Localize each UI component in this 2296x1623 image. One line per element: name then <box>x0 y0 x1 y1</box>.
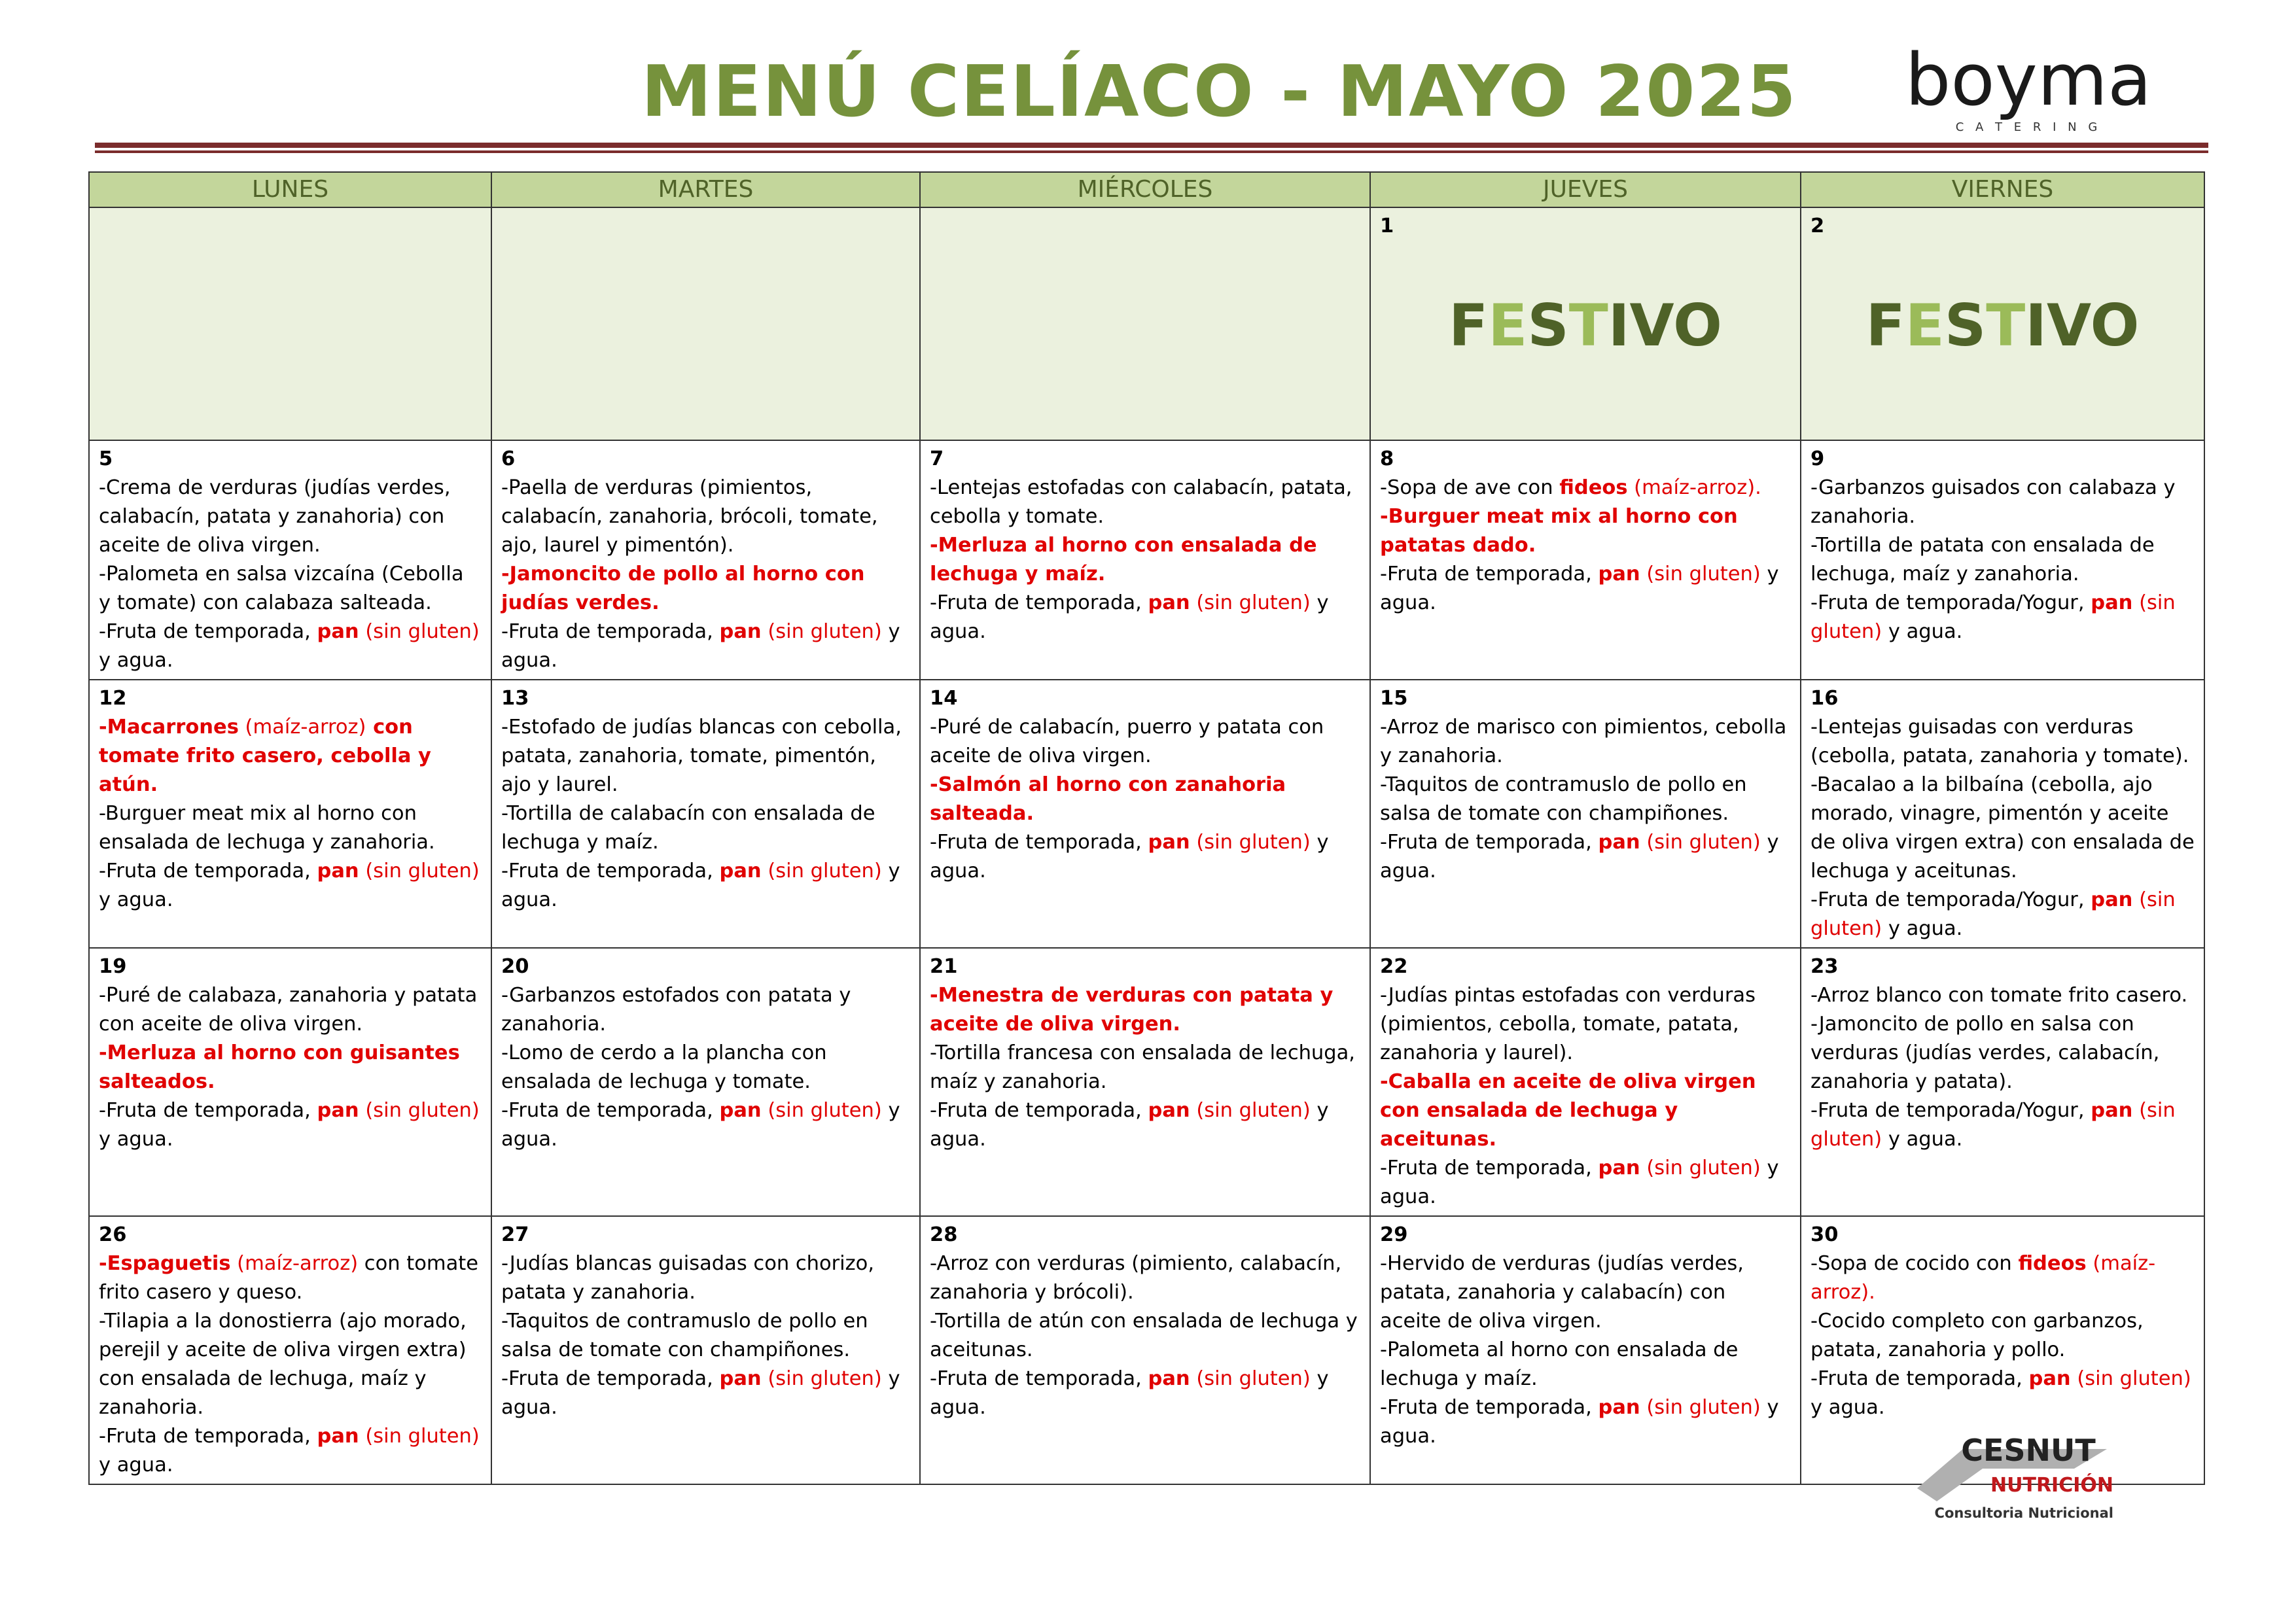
header-rule-thin <box>95 150 2208 153</box>
weekday-header: LUNES <box>89 172 491 207</box>
week-row <box>89 948 2204 1216</box>
dish-text: -Puré de calabaza, zanahoria y patata con aceite de oliva virgen. <box>99 984 478 1036</box>
menu-dish <box>930 1039 1360 1096</box>
dish-text: pan <box>719 860 762 882</box>
menu-dish <box>1810 713 2195 771</box>
menu-dish <box>1810 981 2195 1010</box>
menu-dish <box>1380 1249 1791 1336</box>
menu-calendar <box>88 171 2205 1485</box>
dish-text: -Burguer meat mix al horno con patatas dado. <box>1380 505 1738 557</box>
menu-dish <box>930 531 1360 589</box>
menu-dish <box>1810 531 2195 589</box>
menu-dish <box>1380 828 1791 886</box>
dish-text: -Merluza al horno con guisantes salteados. <box>99 1041 460 1093</box>
brand-tagline: C A T E R I N G <box>1955 120 2102 134</box>
week-row <box>89 680 2204 948</box>
menu-dish <box>501 1365 910 1422</box>
festivo-letter: E <box>1488 292 1528 359</box>
menu-dish <box>99 799 482 857</box>
dish-text: y agua. <box>501 1367 900 1419</box>
dish-text: -Fruta de temporada, <box>99 1099 317 1122</box>
menu-dish <box>501 981 910 1039</box>
dish-text: pan <box>2028 1367 2071 1390</box>
dish-text: y agua. <box>501 1099 900 1151</box>
brand-name: boyma <box>1905 46 2152 122</box>
boyma-logo <box>1884 46 2172 137</box>
festivo-letter: I <box>1608 292 1630 359</box>
festivo-letter: V <box>2047 292 2091 359</box>
dish-text: -Garbanzos guisados con calabaza y zanahoria. <box>1810 476 2176 528</box>
dish-text: -Salmón al horno con zanahoria salteada. <box>930 773 1286 825</box>
day-cell <box>1801 948 2204 1216</box>
festivo-letter: F <box>1449 292 1489 359</box>
dish-text: pan <box>317 1425 359 1448</box>
dish-text: (sin gluten) <box>359 1099 480 1122</box>
dish-text: -Fruta de temporada, <box>930 831 1148 854</box>
weekday-header: VIERNES <box>1801 172 2204 207</box>
day-cell <box>491 948 920 1216</box>
dish-text: -Fruta de temporada, <box>930 1099 1148 1122</box>
day-cell <box>1370 680 1801 948</box>
day-cell <box>89 440 491 680</box>
dish-text: (sin gluten) <box>1640 563 1761 585</box>
day-cell <box>1370 440 1801 680</box>
day-cell <box>920 680 1370 948</box>
weekday-header-row <box>89 172 2204 207</box>
dish-text: -Fruta de temporada, <box>1810 1367 2029 1390</box>
dish-text: (sin gluten) <box>1810 888 2176 940</box>
menu-dish <box>1380 474 1791 502</box>
menu-dish <box>930 474 1360 531</box>
dish-text: -Puré de calabacín, puerro y patata con aceite de oliva virgen. <box>930 716 1324 767</box>
menu-dish <box>501 1249 910 1307</box>
dish-text: -Arroz con verduras (pimiento, calabacín, zanahoria y brócoli). <box>930 1252 1342 1304</box>
day-number: 19 <box>99 955 127 978</box>
day-number: 14 <box>930 687 958 710</box>
dish-text: (sin gluten) <box>1810 1099 2176 1151</box>
dish-text: -Palometa en salsa vizcaína (Cebolla y tomate) con calabaza salteada. <box>99 563 464 614</box>
dish-text: (sin gluten) <box>761 1099 882 1122</box>
dish-text: -Taquitos de contramuslo de pollo en salsa de tomate con champiñones. <box>501 1310 868 1361</box>
dish-text: y agua. <box>99 649 173 672</box>
dish-text: (sin gluten) <box>1640 831 1761 854</box>
dish-text: -Jamoncito de pollo al horno con judías verdes. <box>501 563 865 614</box>
menu-dish <box>1810 1096 2195 1154</box>
cesnut-line2: NUTRICIÓN <box>1990 1474 2113 1497</box>
week-row <box>89 440 2204 680</box>
dish-text: pan <box>719 1099 762 1122</box>
dish-text: pan <box>719 620 762 643</box>
menu-dish <box>501 799 910 857</box>
festivo-letter: F <box>1865 292 1905 359</box>
dish-text: -Lentejas estofadas con calabacín, patata, cebolla y tomate. <box>930 476 1352 528</box>
dish-text: -Tortilla de atún con ensalada de lechuga y aceitunas. <box>930 1310 1358 1361</box>
menu-dish <box>99 1039 482 1096</box>
dish-text: y agua. <box>1380 563 1779 614</box>
dish-text: -Fruta de temporada, <box>501 1367 720 1390</box>
festivo-letter: I <box>2025 292 2047 359</box>
dish-text: pan <box>2091 888 2133 911</box>
dish-text: -Fruta de temporada, <box>501 620 720 643</box>
dish-text: pan <box>719 1367 762 1390</box>
day-number: 9 <box>1810 447 1825 470</box>
dish-text: (sin gluten) <box>359 620 480 643</box>
dish-text: (sin gluten) <box>761 860 882 882</box>
weekday-header: MIÉRCOLES <box>920 172 1370 207</box>
week-row <box>89 207 2204 440</box>
dish-text: (maíz-arroz) <box>238 716 366 739</box>
dish-text: (sin gluten) <box>761 1367 882 1390</box>
dish-text: (sin gluten) <box>1190 1367 1311 1390</box>
menu-dish <box>99 560 482 618</box>
dish-text: pan <box>1598 563 1640 585</box>
day-cell <box>491 680 920 948</box>
menu-dish <box>1810 886 2195 943</box>
dish-text: pan <box>1598 1157 1640 1179</box>
menu-dish <box>1380 1336 1791 1393</box>
menu-dish <box>1380 1393 1791 1451</box>
festivo-letter: T <box>1568 292 1608 359</box>
dish-text: y agua. <box>930 1367 1329 1419</box>
dish-text: -Tortilla de calabacín con ensalada de lechuga y maíz. <box>501 802 875 854</box>
festivo-letter: E <box>1905 292 1945 359</box>
day-number: 28 <box>930 1223 958 1246</box>
dish-text: -Bacalao a la bilbaína (cebolla, ajo morado, vinagre, pimentón y aceite de oliva virgen extra) con ensalada de lechuga y aceitunas. <box>1810 773 2195 882</box>
menu-dish <box>1380 981 1791 1068</box>
dish-text: -Sopa de ave con <box>1380 476 1560 499</box>
dish-text: pan <box>1148 1099 1190 1122</box>
menu-dish <box>1380 713 1791 771</box>
festivo-letter: S <box>1944 292 1987 359</box>
day-number: 12 <box>99 687 127 710</box>
dish-text: -Garbanzos estofados con patata y zanahoria. <box>501 984 851 1036</box>
dish-text: -Tilapia a la donostierra (ajo morado, perejil y aceite de oliva virgen extra) con ensalada de lechuga, maíz y zanahoria. <box>99 1310 467 1419</box>
menu-dish <box>930 1307 1360 1365</box>
menu-dish <box>99 1096 482 1154</box>
dish-text: -Burguer meat mix al horno con ensalada de lechuga y zanahoria. <box>99 802 435 854</box>
dish-text: (sin gluten) <box>1190 831 1311 854</box>
dish-text: (maíz-arroz). <box>1627 476 1761 499</box>
dish-text: pan <box>2091 591 2133 614</box>
day-cell <box>1801 680 2204 948</box>
menu-dish <box>930 589 1360 646</box>
dish-text: y agua. <box>930 831 1329 882</box>
menu-dish <box>1810 1365 2195 1422</box>
day-number: 26 <box>99 1223 127 1246</box>
menu-dish <box>501 560 910 618</box>
day-number: 16 <box>1810 687 1839 710</box>
day-cell <box>491 1216 920 1484</box>
dish-text: (maíz-arroz) <box>230 1252 359 1275</box>
day-number: 22 <box>1380 955 1408 978</box>
day-number: 15 <box>1380 687 1408 710</box>
dish-text: -Judías blancas guisadas con chorizo, patata y zanahoria. <box>501 1252 875 1304</box>
dish-text: -Jamoncito de pollo en salsa con verduras (judías verdes, calabacín, zanahoria y patata). <box>1810 1013 2160 1093</box>
menu-dish <box>501 1096 910 1154</box>
dish-text: fideos <box>2018 1252 2087 1275</box>
dish-text: y agua. <box>930 591 1329 643</box>
menu-dish <box>501 1307 910 1365</box>
dish-text: -Hervido de verduras (judías verdes, patata, zanahoria y calabacín) con aceite de oliva virgen. <box>1380 1252 1744 1333</box>
dish-text: -Fruta de temporada/Yogur, <box>1810 591 2091 614</box>
day-number: 5 <box>99 447 113 470</box>
menu-dish <box>930 828 1360 886</box>
day-cell <box>920 948 1370 1216</box>
dish-text: con tomate frito casero y queso. <box>99 1252 479 1304</box>
dish-text: y agua. <box>1882 620 1963 643</box>
menu-dish <box>99 981 482 1039</box>
dish-text: (sin gluten) <box>359 1425 480 1448</box>
day-number: 13 <box>501 687 529 710</box>
dish-text: -Espaguetis <box>99 1252 231 1275</box>
dish-text: y agua. <box>1380 1157 1779 1208</box>
day-number: 30 <box>1810 1223 1839 1246</box>
dish-text: -Estofado de judías blancas con cebolla, patata, zanahoria, tomate, pimentón, ajo y laurel. <box>501 716 902 796</box>
festivo-letter: O <box>1673 292 1722 359</box>
dish-text: (sin gluten) <box>359 860 480 882</box>
menu-dish <box>501 474 910 560</box>
dish-text: -Tortilla francesa con ensalada de lechuga, maíz y zanahoria. <box>930 1041 1356 1093</box>
cesnut-logo <box>1911 1429 2133 1527</box>
weekday-header: JUEVES <box>1370 172 1801 207</box>
dish-text: -Macarrones <box>99 716 239 739</box>
dish-text: pan <box>317 860 359 882</box>
dish-text: (sin gluten) <box>2070 1367 2191 1390</box>
day-number: 23 <box>1810 955 1839 978</box>
dish-text: pan <box>317 620 359 643</box>
day-cell <box>920 440 1370 680</box>
dish-text: -Lentejas guisadas con verduras (cebolla, patata, zanahoria y tomate). <box>1810 716 2189 767</box>
dish-text: -Fruta de temporada/Yogur, <box>1810 1099 2091 1122</box>
menu-dish <box>930 981 1360 1039</box>
dish-text: y agua. <box>99 1128 173 1151</box>
dish-text: y agua. <box>1380 831 1779 882</box>
menu-dish <box>930 1365 1360 1422</box>
dish-text: -Arroz blanco con tomate frito casero. <box>1810 984 2188 1007</box>
day-number: 27 <box>501 1223 529 1246</box>
dish-text: -Fruta de temporada/Yogur, <box>1810 888 2091 911</box>
dish-text: -Fruta de temporada, <box>1380 563 1598 585</box>
dish-text: (sin gluten) <box>1190 591 1311 614</box>
dish-text: -Fruta de temporada, <box>1380 1396 1598 1419</box>
dish-text: y agua. <box>1810 1396 1885 1419</box>
dish-text: con tomate frito casero, cebolla y atún. <box>99 716 431 796</box>
dish-text: (maíz-arroz). <box>1810 1252 2156 1304</box>
dish-text: y agua. <box>99 1454 173 1476</box>
festivo-letter: V <box>1629 292 1674 359</box>
menu-dish <box>930 1249 1360 1307</box>
menu-dish <box>1810 474 2195 531</box>
menu-dish <box>930 1096 1360 1154</box>
day-cell <box>1801 207 2204 440</box>
page-title: MENÚ CELÍACO - MAYO 2025 <box>641 51 1797 133</box>
header-rule <box>95 143 2208 148</box>
dish-text: (sin gluten) <box>1640 1157 1761 1179</box>
menu-dish <box>99 618 482 675</box>
menu-dish <box>99 857 482 915</box>
menu-dish <box>501 857 910 915</box>
dish-text: pan <box>1148 831 1190 854</box>
festivo-label <box>1810 293 2195 358</box>
menu-dish <box>1380 560 1791 618</box>
menu-dish <box>99 713 482 799</box>
festivo-label <box>1380 293 1791 358</box>
dish-text: y agua. <box>930 1099 1329 1151</box>
dish-text: y agua. <box>501 620 900 672</box>
menu-dish <box>99 1422 482 1480</box>
dish-text: y agua. <box>1882 1128 1963 1151</box>
dish-text: y agua. <box>1882 917 1963 940</box>
dish-text: -Tortilla de patata con ensalada de lechuga, maíz y zanahoria. <box>1810 534 2155 585</box>
menu-dish <box>930 713 1360 771</box>
festivo-letter: O <box>2090 292 2140 359</box>
dish-text: pan <box>1148 591 1190 614</box>
menu-dish <box>930 771 1360 828</box>
dish-text: pan <box>1148 1367 1190 1390</box>
dish-text: -Merluza al horno con ensalada de lechuga y maíz. <box>930 534 1317 585</box>
dish-text: y agua. <box>99 888 173 911</box>
menu-dish <box>99 474 482 560</box>
dish-text: -Fruta de temporada, <box>1380 1157 1598 1179</box>
festivo-letter: T <box>1986 292 2026 359</box>
day-cell <box>89 207 491 440</box>
dish-text: -Fruta de temporada, <box>930 591 1148 614</box>
dish-text: -Fruta de temporada, <box>1380 831 1598 854</box>
dish-text: -Paella de verduras (pimientos, calabacín, zanahoria, brócoli, tomate, ajo, laurel y pimentón). <box>501 476 878 557</box>
day-cell <box>920 1216 1370 1484</box>
week-row <box>89 1216 2204 1484</box>
menu-dish <box>1810 1010 2195 1096</box>
day-cell <box>491 207 920 440</box>
day-number: 2 <box>1810 215 1825 237</box>
dish-text: -Lomo de cerdo a la plancha con ensalada de lechuga y tomate. <box>501 1041 827 1093</box>
menu-dish <box>1810 1249 2195 1307</box>
cesnut-name: CESNUT <box>1961 1433 2096 1468</box>
dish-text: -Fruta de temporada, <box>99 1425 317 1448</box>
day-number: 29 <box>1380 1223 1408 1246</box>
dish-text: -Judías pintas estofadas con verduras (pimientos, cebolla, tomate, patata, zanahoria y laurel). <box>1380 984 1756 1064</box>
dish-text: -Fruta de temporada, <box>501 1099 720 1122</box>
day-number: 7 <box>930 447 944 470</box>
day-number: 21 <box>930 955 958 978</box>
day-number: 8 <box>1380 447 1394 470</box>
dish-text: -Fruta de temporada, <box>501 860 720 882</box>
menu-dish <box>1380 1154 1791 1212</box>
menu-dish <box>501 618 910 675</box>
menu-dish <box>1380 1068 1791 1154</box>
dish-text: -Fruta de temporada, <box>99 860 317 882</box>
dish-text: pan <box>1598 831 1640 854</box>
dish-text: -Sopa de cocido con <box>1810 1252 2019 1275</box>
dish-text: -Fruta de temporada, <box>930 1367 1148 1390</box>
dish-text: (sin gluten) <box>1640 1396 1761 1419</box>
dish-text: -Menestra de verduras con patata y aceite de oliva virgen. <box>930 984 1333 1036</box>
menu-dish <box>501 1039 910 1096</box>
dish-text: pan <box>2091 1099 2133 1122</box>
dish-text: y agua. <box>501 860 900 911</box>
day-cell <box>1370 948 1801 1216</box>
day-number: 6 <box>501 447 516 470</box>
dish-text: -Caballa en aceite de oliva virgen con ensalada de lechuga y aceitunas. <box>1380 1070 1756 1151</box>
dish-text: -Taquitos de contramuslo de pollo en salsa de tomate con champiñones. <box>1380 773 1747 825</box>
day-cell <box>1370 1216 1801 1484</box>
day-cell <box>1370 207 1801 440</box>
day-cell <box>89 1216 491 1484</box>
day-cell <box>89 680 491 948</box>
menu-dish <box>1810 1307 2195 1365</box>
day-number: 1 <box>1380 215 1394 237</box>
day-number: 20 <box>501 955 529 978</box>
weekday-header: MARTES <box>491 172 920 207</box>
dish-text: fideos <box>1559 476 1628 499</box>
dish-text: pan <box>317 1099 359 1122</box>
dish-text: (sin gluten) <box>1190 1099 1311 1122</box>
day-cell <box>920 207 1370 440</box>
menu-dish <box>1810 589 2195 646</box>
dish-text: y agua. <box>1380 1396 1779 1448</box>
menu-dish <box>99 1249 482 1307</box>
festivo-letter: S <box>1527 292 1569 359</box>
dish-text: pan <box>1598 1396 1640 1419</box>
menu-dish <box>1810 771 2195 886</box>
menu-dish <box>99 1307 482 1422</box>
dish-text: -Crema de verduras (judías verdes, calabacín, patata y zanahoria) con aceite de oliva virgen. <box>99 476 451 557</box>
day-cell <box>89 948 491 1216</box>
dish-text: -Fruta de temporada, <box>99 620 317 643</box>
cesnut-line3: Consultoria Nutricional <box>1934 1505 2113 1521</box>
dish-text: (sin gluten) <box>761 620 882 643</box>
menu-dish <box>1380 771 1791 828</box>
menu-dish <box>501 713 910 799</box>
dish-text: -Cocido completo con garbanzos, patata, zanahoria y pollo. <box>1810 1310 2144 1361</box>
dish-text: (sin gluten) <box>1810 591 2176 643</box>
menu-dish <box>1380 502 1791 560</box>
dish-text: -Palometa al horno con ensalada de lechuga y maíz. <box>1380 1338 1739 1390</box>
day-cell <box>1801 440 2204 680</box>
day-cell <box>491 440 920 680</box>
dish-text: -Arroz de marisco con pimientos, cebolla y zanahoria. <box>1380 716 1787 767</box>
